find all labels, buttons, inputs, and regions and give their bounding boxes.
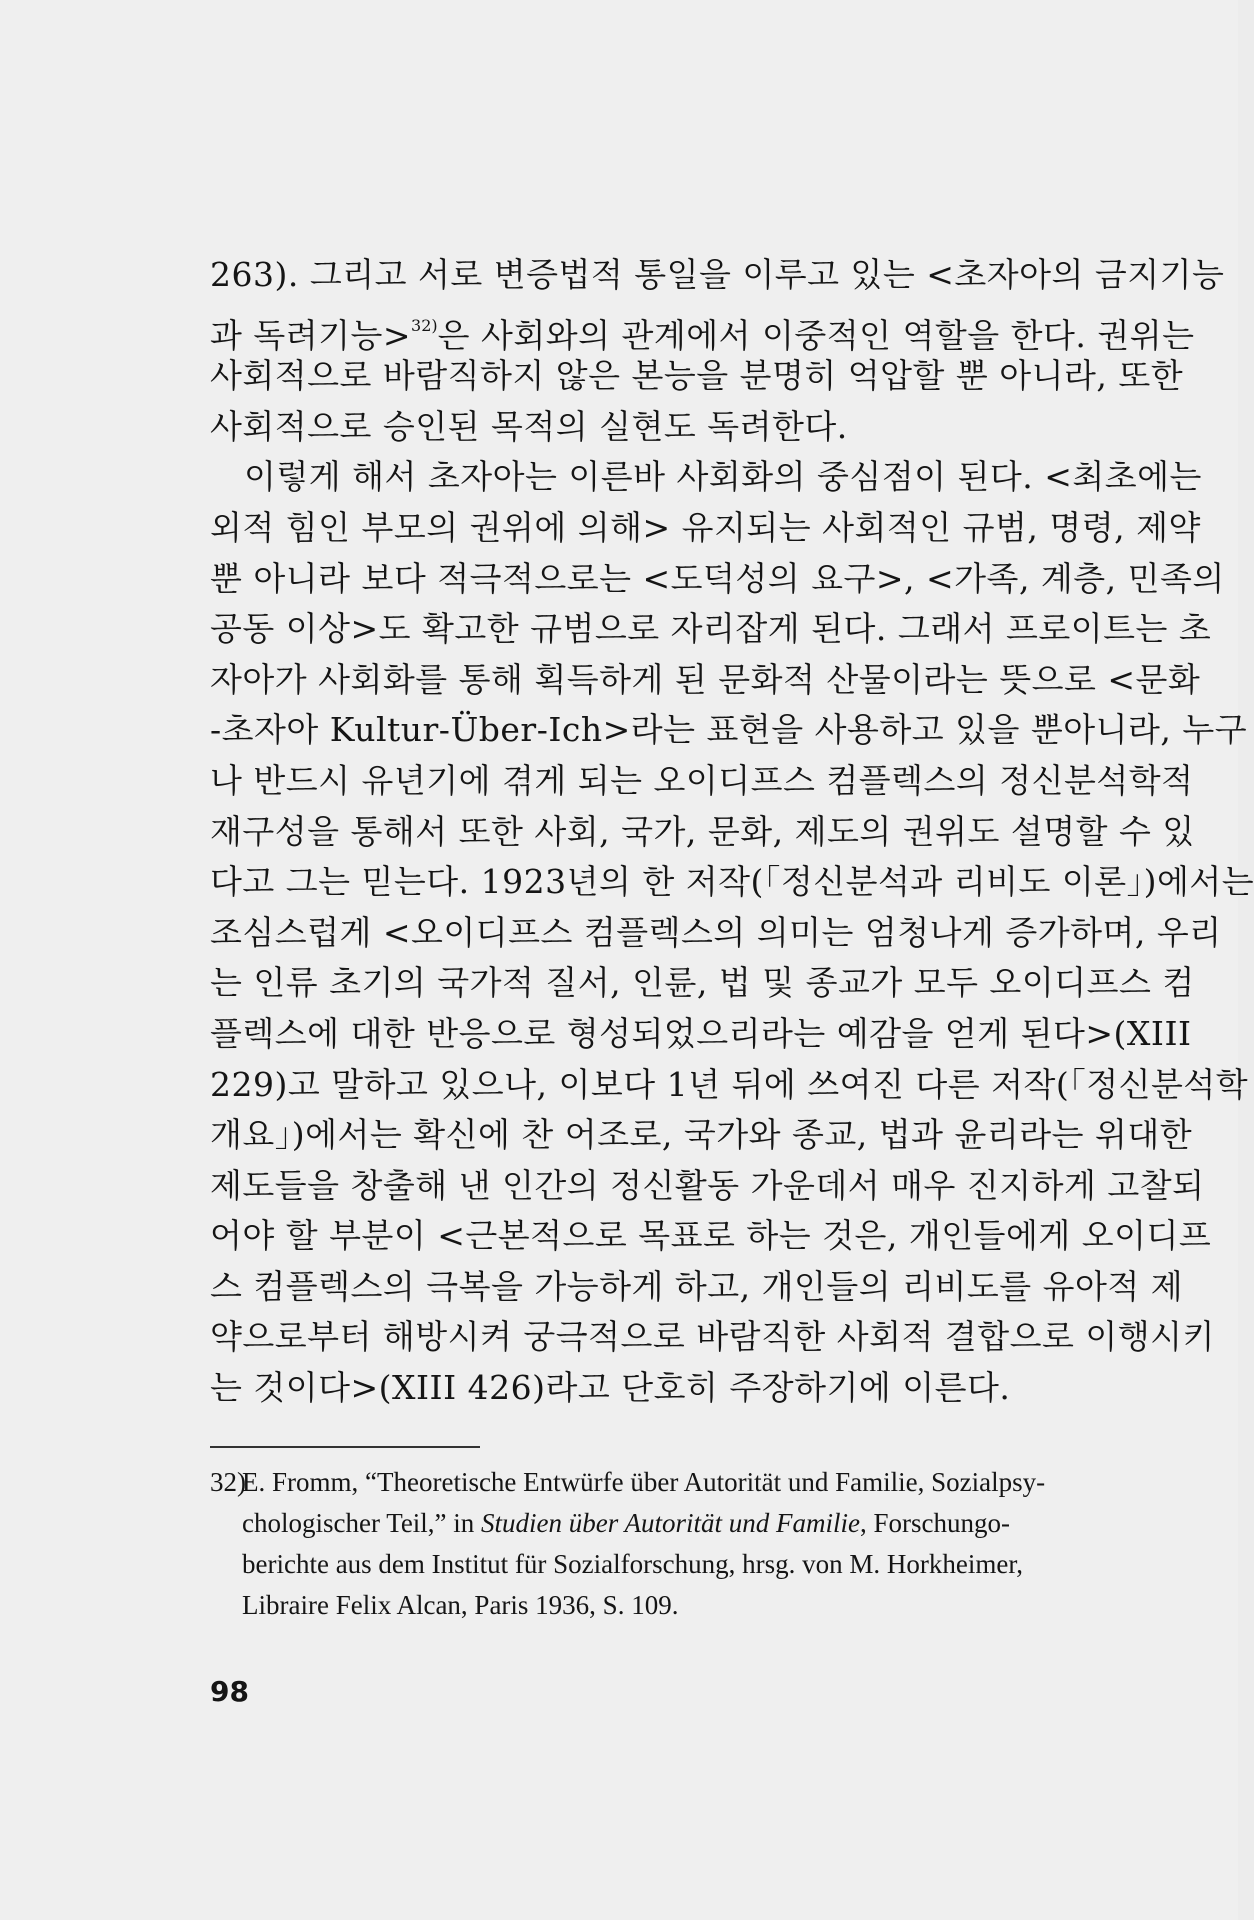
text-run: 외적 힘인 부모의 권위에 의해> 유지되는 사회적인 규범, 명령, 제약 bbox=[210, 507, 1201, 547]
text-line bbox=[210, 250, 1225, 301]
text-line bbox=[210, 604, 1212, 655]
text-line bbox=[210, 756, 1194, 807]
text-run: 은 사회와의 관계에서 이중적인 역할을 한다. 권위는 bbox=[437, 315, 1195, 355]
text-line bbox=[210, 402, 1080, 453]
text-line bbox=[210, 655, 1201, 706]
text-run: 재구성을 통해서 또한 사회, 국가, 문화, 제도의 권위도 설명할 수 있 bbox=[210, 811, 1195, 851]
text-line bbox=[210, 1009, 1192, 1060]
text-line bbox=[210, 1161, 1205, 1212]
text-run: 자아가 사회화를 통해 획득하게 된 문화적 산물이라는 뜻으로 <문화 bbox=[210, 659, 1201, 699]
text-run: 플렉스에 대한 반응으로 형성되었으리라는 예감을 얻게 된다>(XIII bbox=[210, 1013, 1192, 1053]
footnote-line bbox=[210, 1462, 1080, 1503]
text-line bbox=[210, 452, 1202, 503]
text-run: 스 컴플렉스의 극복을 가능하게 하고, 개인들의 리비도를 유아적 제 bbox=[210, 1266, 1184, 1306]
text-run: 개요」)에서는 확신에 찬 어조로, 국가와 종교, 법과 윤리라는 위대한 bbox=[210, 1115, 1193, 1155]
footnote-32 bbox=[210, 1462, 1080, 1626]
text-line bbox=[210, 1110, 1193, 1161]
text-line bbox=[210, 1262, 1184, 1313]
footnote-text: E. Fromm, “Theoretische Entwürfe über Autorität und Familie, Sozialpsy- bbox=[242, 1467, 1046, 1497]
footnote-line: berichte aus dem Institut für Sozialforschung, hrsg. von M. Horkheimer, bbox=[242, 1549, 1023, 1579]
text-line bbox=[210, 705, 1248, 756]
footnote-text: , Forschungo- bbox=[860, 1508, 1011, 1538]
text-run: 공동 이상>도 확고한 규범으로 자리잡게 된다. 그래서 프로이트는 초 bbox=[210, 609, 1212, 649]
text-run: 다고 그는 믿는다. 1923년의 한 저작(「정신분석과 리비도 이론」)에서는 bbox=[210, 862, 1254, 902]
footnote-reference[interactable]: 32) bbox=[411, 315, 438, 335]
text-line bbox=[210, 301, 1195, 355]
text-line bbox=[210, 1312, 1215, 1363]
text-run: 229)고 말하고 있으나, 이보다 1년 뒤에 쓰여진 다른 저작(「정신분석학 bbox=[210, 1064, 1249, 1104]
text-line bbox=[210, 908, 1222, 959]
text-line bbox=[210, 958, 1195, 1009]
text-run: -초자아 Kultur-Über-Ich>라는 표현을 사용하고 있을 뿐아니라, 누구 bbox=[210, 710, 1248, 750]
text-line bbox=[210, 1363, 1080, 1414]
footnote-line: Libraire Felix Alcan, Paris 1936, S. 109. bbox=[242, 1590, 679, 1620]
footnote-text: chologischer Teil,” in bbox=[242, 1508, 482, 1538]
text-run: 나 반드시 유년기에 겪게 되는 오이디프스 컴플렉스의 정신분석학적 bbox=[210, 760, 1194, 800]
text-line bbox=[210, 857, 1254, 908]
page-number: 98 bbox=[210, 1675, 249, 1708]
text-run: 약으로부터 해방시켜 궁극적으로 바람직한 사회적 결합으로 이행시키 bbox=[210, 1317, 1215, 1357]
text-run: 는 것이다>(XIII 426)라고 단호히 주장하기에 이른다. bbox=[210, 1368, 1011, 1408]
text-line bbox=[210, 503, 1201, 554]
text-line bbox=[210, 1060, 1249, 1111]
text-run: 사회적으로 바람직하지 않은 본능을 분명히 억압할 뿐 아니라, 또한 bbox=[210, 356, 1184, 396]
footnote-line bbox=[210, 1503, 1080, 1544]
text-line bbox=[210, 807, 1195, 858]
text-run: 어야 할 부분이 <근본적으로 목표로 하는 것은, 개인들에게 오이디프 bbox=[210, 1216, 1212, 1256]
footnote-book-title: Studien über Autorität und Familie bbox=[481, 1508, 861, 1538]
text-run: 조심스럽게 <오이디프스 컴플렉스의 의미는 엄청나게 증가하며, 우리 bbox=[210, 912, 1222, 952]
footnote-separator bbox=[210, 1446, 480, 1448]
text-run: 는 인류 초기의 국가적 질서, 인륜, 법 및 종교가 모두 오이디프스 컴 bbox=[210, 963, 1195, 1003]
text-run: 263). 그리고 서로 변증법적 통일을 이루고 있는 <초자아의 금지기능 bbox=[210, 255, 1225, 294]
text-run: 과 독려기능> bbox=[210, 315, 412, 355]
text-run: 사회적으로 승인된 목적의 실현도 독려한다. bbox=[210, 406, 848, 446]
body-text bbox=[210, 250, 1254, 1414]
text-run: 제도들을 창출해 낸 인간의 정신활동 가운데서 매우 진지하게 고찰되 bbox=[210, 1165, 1205, 1205]
text-line bbox=[210, 554, 1225, 605]
text-run: 뿐 아니라 보다 적극적으로는 <도덕성의 요구>, <가족, 계층, 민족의 bbox=[210, 558, 1225, 598]
text-line bbox=[210, 351, 1184, 402]
text-line bbox=[210, 1211, 1212, 1262]
footnote-number: 32) bbox=[210, 1467, 246, 1497]
text-run: 이렇게 해서 초자아는 이른바 사회화의 중심점이 된다. <최초에는 bbox=[244, 457, 1202, 497]
